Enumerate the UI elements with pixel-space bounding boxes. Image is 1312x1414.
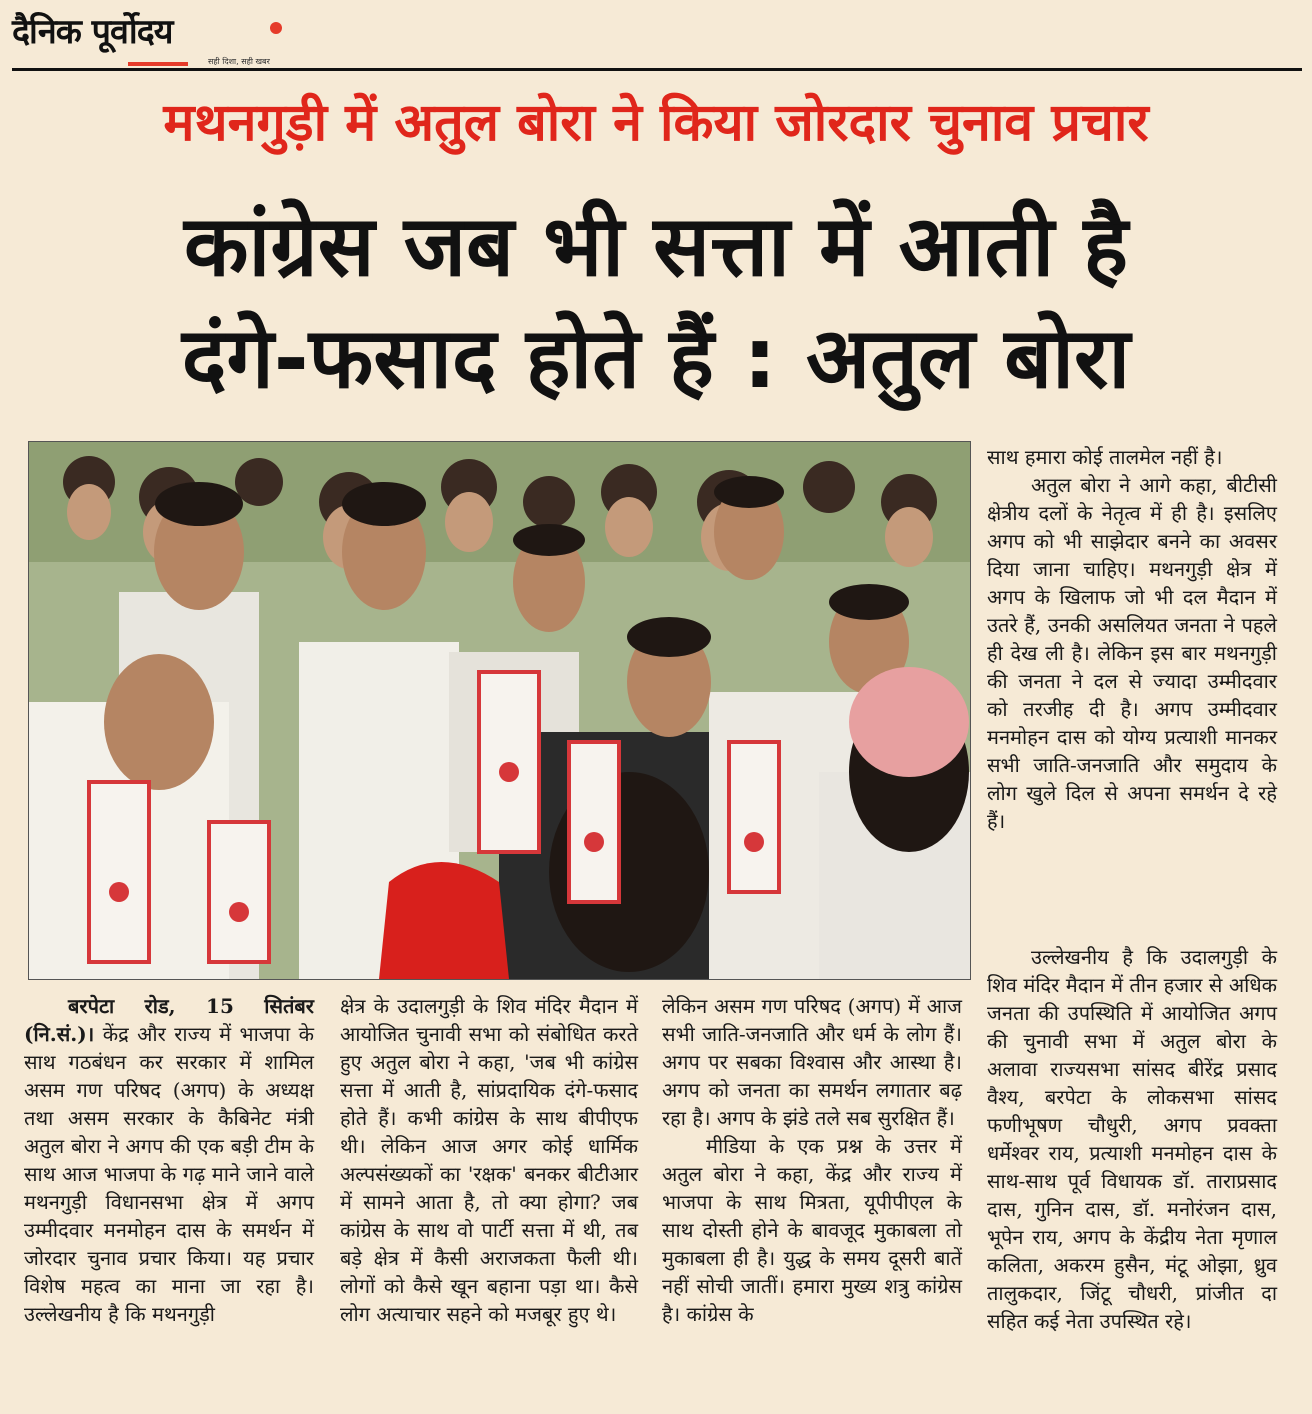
masthead-rule — [12, 68, 1302, 71]
article-photo — [28, 441, 971, 980]
masthead-accent — [128, 62, 188, 66]
headline-line-2: दंगे-फसाद होते हैं : अतुल बोरा — [181, 309, 1131, 407]
paragraph: लेकिन असम गण परिषद (अगप) में आज सभी जाति-जनजाति और धर्म के लोग हैं। अगप पर सबका विश्वास और आस्था है। अगप को जनता का समर्थन लगातार बढ़ रहा है। अगप के झंडे तले सब सुरक्षित हैं। — [662, 994, 962, 1130]
crowd-photo-illustration — [29, 442, 970, 979]
article-column-2 — [340, 992, 638, 1328]
article-column-1 — [24, 992, 314, 1328]
article-column-right-bottom — [987, 943, 1277, 1335]
logo-dot-icon — [270, 22, 282, 34]
paragraph: उल्लेखनीय है कि उदालगुड़ी के शिव मंदिर मैदान में तीन हजार से अधिक जनता की उपस्थिति में आयोजित अगप की चुनावी सभा में अतुल बोरा के अलावा राज्यसभा सांसद बीरेंद्र प्रसाद वैश्य, बरपेटा के लोकसभा सांसद फणीभूषण चौधुरी, अगप प्रवक्ता धर्मेश्वर राय, प्रत्याशी मनमोहन दास के साथ-साथ पूर्व विधायक डॉ. ताराप्रसाद दास, गुनिन दास, डॉ. मनोरंजन दास, भूपेन राय, अगप के केंद्रीय नेता मृणाल कलिता, अकरम हुसैन, मंटू ओझा, ध्रुव तालुकदार, जिंटू चौधरी, प्रांजीत दा सहित कई नेता उपस्थित रहे। — [987, 945, 1277, 1333]
paragraph: अतुल बोरा ने आगे कहा, बीटीसी क्षेत्रीय दलों के नेतृत्व में ही है। इसलिए अगप को भी साझेदार बनने का अवसर दिया जाना चाहिए। मथनगुड़ी क्षेत्र में अगप के खिलाफ जो भी दल मैदान में उतरे हैं, उनकी असलियत जनता ने पहले ही देख ली है। लेकिन इस बार मथनगुड़ी की जनता ने दल से ज्यादा उम्मीदवार को तरजीह दी है। अगप उम्मीदवार मनमोहन दास को योग्य प्रत्याशी मानकर सभी जाति-जनजाति और समुदाय के लोग खुले दिल से अपना समर्थन दे रहे हैं। — [987, 473, 1277, 833]
newspaper-logo: दैनिक पूर्वोदय — [12, 12, 173, 52]
paragraph: केंद्र और राज्य में भाजपा के साथ गठबंधन कर सरकार में शामिल असम गण परिषद (अगप) के अध्यक्ष तथा असम सरकार के कैबिनेट मंत्री अतुल बोरा ने अगप की एक बड़ी टीम के साथ आज भाजपा के गढ़ माने जाने वाले मथनगुड़ी विधानसभा क्षेत्र में अगप उम्मीदवार मनमोहन दास के समर्थन में जोरदार चुनाव प्रचार किया। यह प्रचार विशेष महत्व का माना जा रहा है। उल्लेखनीय है कि मथनगुड़ी — [24, 1022, 314, 1326]
paragraph: क्षेत्र के उदालगुड़ी के शिव मंदिर मैदान में आयोजित चुनावी सभा को संबोधित करते हुए अतुल बोरा ने कहा, 'जब भी कांग्रेस सत्ता में आती है, सांप्रदायिक दंगे-फसाद होते हैं। कभी कांग्रेस के साथ बीपीएफ थी। लेकिन आज अगर कोई धार्मिक अल्पसंख्यकों का 'रक्षक' बनकर बीटीआर में सामने आता है, तो क्या होगा? जब कांग्रेस के साथ वो पार्टी सत्ता में थी, तब बड़े क्षेत्र में कैसी अराजकता फैली थी। लोगों को कैसे खून बहाना पड़ा था। कैसे लोग अत्याचार सहने को मजबूर हुए थे। — [340, 994, 638, 1326]
headline-line-1: कांग्रेस जब भी सत्ता में आती है — [184, 197, 1128, 295]
paragraph: मीडिया के एक प्रश्न के उत्तर में अतुल बोरा ने कहा, केंद्र और राज्य में भाजपा के साथ मित्रता, यूपीपीएल के साथ दोस्ती होने के बावजूद मुकाबला तो मुकाबला ही है। युद्ध के समय दूसरी बातें नहीं सोची जातीं। हमारा मुख्य शत्रु कांग्रेस है। कांग्रेस के — [662, 1134, 962, 1326]
article-column-right-top — [987, 443, 1277, 835]
paragraph: साथ हमारा कोई तालमेल नहीं है। — [987, 445, 1223, 469]
article-kicker: मथनगुड़ी में अतुल बोरा ने किया जोरदार चुनाव प्रचार — [163, 93, 1149, 153]
article-headline — [0, 190, 1312, 414]
dateline: बरपेटा रोड, 15 सितंबर (नि.सं.)। — [24, 994, 314, 1046]
masthead-tagline: सही दिशा, सही खबर — [208, 57, 270, 66]
article-column-3 — [662, 992, 962, 1328]
